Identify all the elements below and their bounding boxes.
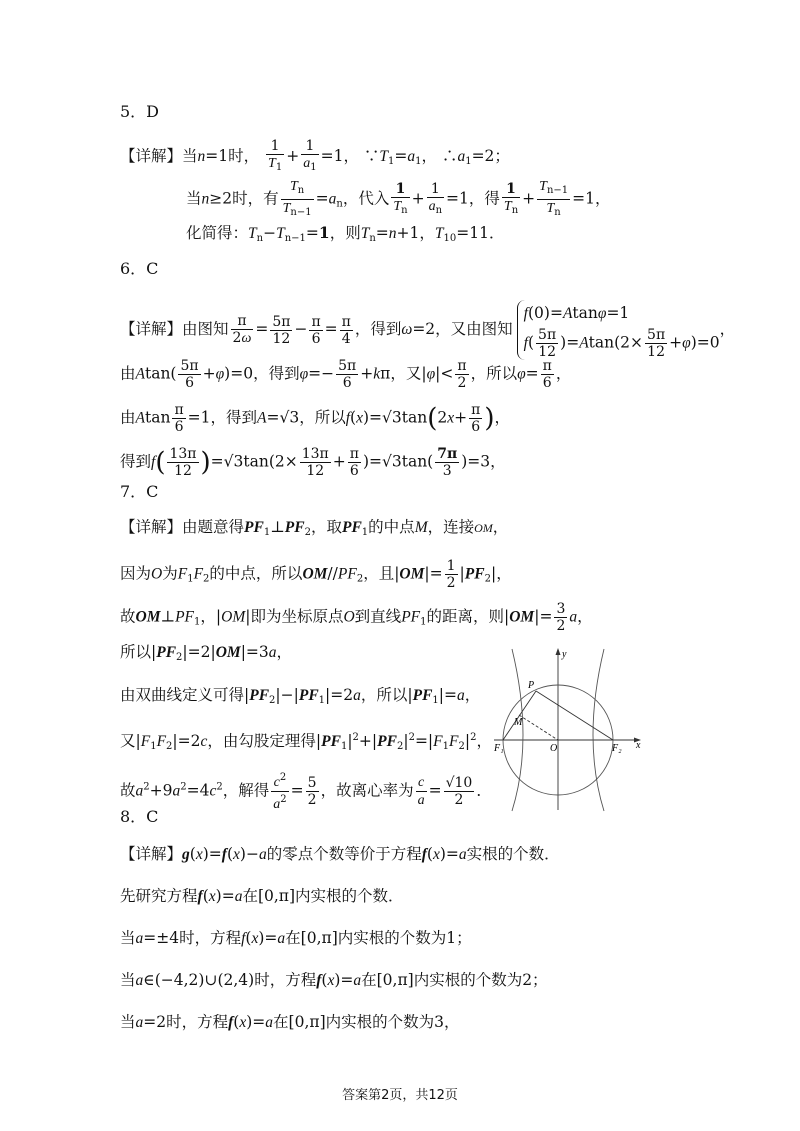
label-F1: F₁ (494, 743, 504, 754)
q7-line6: 又$|F_1F_2|=2c$，由勾股定理得$|PF_1|^2+|PF_2|^2=|F_1F_2|^2$， (120, 732, 492, 752)
q6-line2: 由Atan( $\frac{5\pi}{6}$ +φ)=0，得到φ=− $\frac{5\pi}{6}$ +kπ，又|φ|< $\frac{\pi}{2}$ ，所以φ= $\frac{\pi}{6}$ ， (120, 358, 572, 391)
q7-line1: 【详解】由题意得$PF_1\perp PF_2$，取$PF_1$的中点M，连接OM， (120, 518, 509, 538)
q5-label: 5．D (120, 102, 160, 121)
q6-line4: 得到f( $\frac{13\pi}{12}$ )=√3tan(2× $\frac{13\pi}{12}$ + $\frac{\pi}{6}$ )=√3tan( $\frac{7\pi}{3}$ )=3， (120, 446, 506, 479)
label-F2: F₂ (612, 743, 622, 754)
q8-line3: 当a=±4时，方程f(x)=a在[0,π]内实根的个数为1； (120, 929, 472, 947)
q7-line7: 故$a^2+9a^2=4c^2$，解得 $\frac{c^2}{a^2}$ = $\frac{5}{2}$ ，故离心率为 $\frac{c}{a}$ = $\frac{√10}{2}$ ． (120, 772, 492, 812)
hyperbola-figure (490, 645, 650, 815)
y-axis-arrow (556, 648, 561, 655)
q7-line3: 故$OM\perp PF_1$，|OM|即为坐标原点O到直线$PF_1$的距离，则|OM|= $\frac{3}{2}$ a， (120, 601, 593, 634)
q7-line5: 由双曲线定义可得$|PF_2|-|PF_1|=2a$，所以$|PF_1|=a$， (120, 686, 481, 706)
q8-line4: 当a∈(−4,2)∪(2,4)时，方程f(x)=a在[0,π]内实根的个数为2； (120, 971, 548, 989)
label-O: O (550, 743, 558, 754)
q6-line3: 由Atan $\frac{\pi}{6}$ =1，得到A=√3，所以f(x)=√3tan(2x+ $\frac{\pi}{6}$ )， (120, 402, 510, 435)
segment-OM (519, 715, 558, 740)
q8-line2: 先研究方程f(x)=a在[0,π]内实根的个数． (120, 887, 404, 905)
q7-line2: 因为O为$F_1F_2$的中点，所以$OM//PF_2$，且|OM|= $\frac{1}{2}$ $|PF_2|$， (120, 558, 512, 591)
q8-line5: 当a=2时，方程f(x)=a在[0,π]内实根的个数为3， (120, 1013, 460, 1031)
y-axis-label: y (562, 649, 567, 660)
q7-line4: 所以$|PF_2|=2|OM|=3a$， (120, 643, 293, 663)
label-P: P (528, 680, 535, 691)
q8-line1: 【详解】g(x)=f(x)−a的零点个数等价于方程f(x)=a实根的个数． (120, 845, 560, 863)
page-footer: 答案第2页，共12页 (342, 1088, 458, 1103)
segment-PF2 (536, 691, 613, 740)
q6-line1: 【详解】由图知 $\frac{\pi}{2\omega}$ = $\frac{5\pi}{12}$ − $\frac{\pi}{6}$ = $\frac{\pi}{4}$ ，得到ω=2，又由图知 f(0)=Atanφ=1 f( $\frac{5\pi}{12}$ )=Atan(2× $\frac{5\pi}{12}$ +φ)=0 ， (120, 300, 735, 360)
q8-label: 8．C (120, 807, 159, 826)
q5-line1: 【详解】当n=1时， $\frac{1}{T_1}$ + $\frac{1}{a_1}$ =1， $\because T_1=a_1$， $\therefore a_1=2$； (120, 138, 510, 173)
hyperbola-right-branch (593, 649, 604, 811)
q6-label: 6．C (120, 259, 159, 278)
hyperbola-left-branch (512, 649, 523, 811)
q5-line3: 化简得：$T_n-T_{n-1}=1$，则$T_n=n+1$，$T_{10}=11$． (186, 223, 505, 244)
q5-line2: 当n≥2时，有 $\frac{T_n}{T_{n-1}}$ $=a_n$，代入 $\frac{1}{T_n}$ + $\frac{1}{a_n}$ =1，得 $\frac{1}{T_n}$ + $\frac{T_{n-1}}{T_n}$ =1， (186, 179, 611, 218)
x-axis-label: x (636, 740, 641, 751)
label-M: M (514, 717, 523, 728)
q7-label: 7．C (120, 482, 159, 501)
q5-detail-prefix: 【详解】当 (120, 147, 198, 165)
